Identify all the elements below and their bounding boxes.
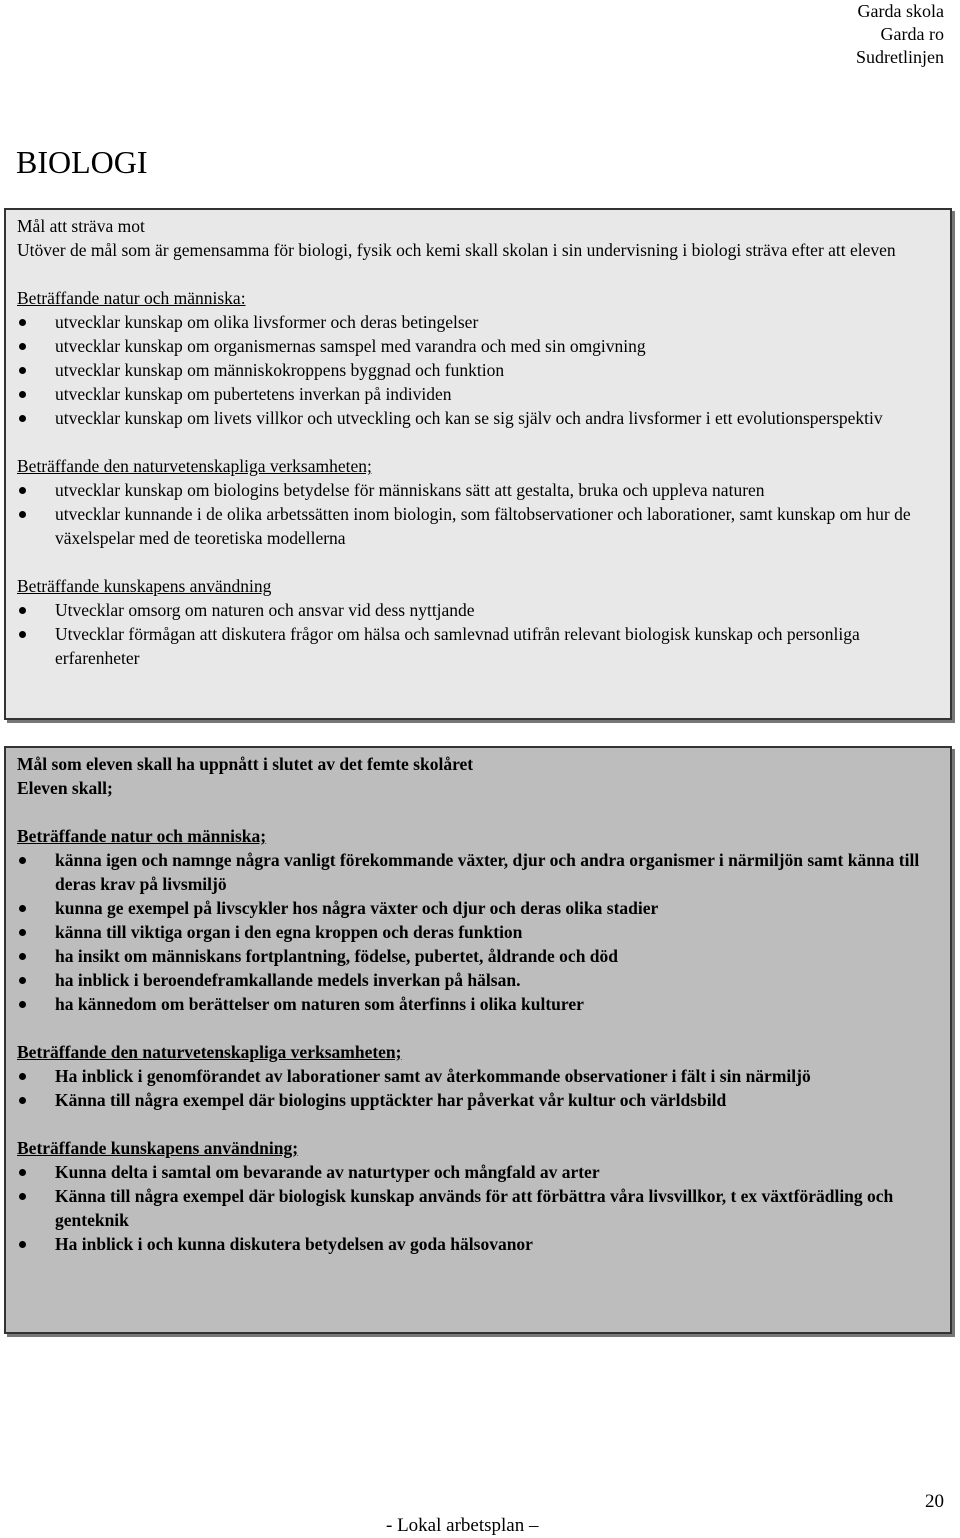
goals-to-strive-box [4, 208, 952, 720]
section-nature-and-human [17, 286, 940, 430]
section-heading: Beträffande den naturvetenskapliga verksamheten; [17, 456, 372, 476]
list-item: Ha inblick i genomförandet av laborationer samt av återkommande observationer i fält i sin närmiljö [17, 1064, 940, 1088]
list-item: Kunna delta i samtal om bevarande av naturtyper och mångfald av arter [17, 1160, 940, 1184]
school-name: Garda skola [857, 1, 944, 21]
section-heading: Beträffande kunskapens användning [17, 576, 272, 596]
program-name: Sudretlinjen [856, 47, 944, 67]
bullet-list [17, 1064, 940, 1112]
list-item: ha insikt om människans fortplantning, födelse, pubertet, åldrande och död [17, 944, 940, 968]
box-heading: Mål som eleven skall ha uppnått i slutet av det femte skolåret [17, 754, 474, 774]
list-item: Ha inblick i och kunna diskutera betydelsen av goda hälsovanor [17, 1232, 940, 1256]
box-heading: Mål att sträva mot [17, 216, 145, 236]
section-science-activity [17, 1040, 940, 1112]
page-title: BIOLOGI [16, 144, 148, 180]
list-item: ha inblick i beroendeframkallande medels inverkan på hälsan. [17, 968, 940, 992]
section-nature-and-human [17, 824, 940, 1016]
bullet-list [17, 310, 940, 430]
list-item: utvecklar kunnande i de olika arbetssätten inom biologin, som fältobservationer och laborationer, samt kunskap om hur de växelspelar med de teoretiska modellerna [17, 502, 940, 550]
list-item: utvecklar kunskap om pubertetens inverkan på individen [17, 382, 940, 406]
list-item: Känna till några exempel där biologins upptäckter har påverkat vår kultur och världsbild [17, 1088, 940, 1112]
section-knowledge-use [17, 574, 940, 670]
section-knowledge-use [17, 1136, 940, 1256]
list-item: Utvecklar omsorg om naturen och ansvar vid dess nyttjande [17, 598, 940, 622]
footer-text: - Lokal arbetsplan – [386, 1515, 539, 1536]
bullet-list [17, 478, 940, 550]
list-item: utvecklar kunskap om livets villkor och utveckling och kan se sig själv och andra livsformer i ett evolutionsperspektiv [17, 406, 940, 430]
list-item: utvecklar kunskap om biologins betydelse för människans sätt att gestalta, bruka och uppleva naturen [17, 478, 940, 502]
bullet-list [17, 1160, 940, 1256]
school-unit: Garda ro [880, 24, 944, 44]
list-item: utvecklar kunskap om olika livsformer och deras betingelser [17, 310, 940, 334]
section-heading: Beträffande den naturvetenskapliga verksamheten; [17, 1042, 402, 1062]
box-intro: Utöver de mål som är gemensamma för biologi, fysik och kemi skall skolan i sin undervisning i biologi sträva efter att eleven [17, 240, 896, 260]
section-heading: Beträffande natur och människa; [17, 826, 267, 846]
list-item: utvecklar kunskap om människokroppens byggnad och funktion [17, 358, 940, 382]
list-item: utvecklar kunskap om organismernas samspel med varandra och med sin omgivning [17, 334, 940, 358]
list-item: kunna ge exempel på livscykler hos några växter och djur och deras olika stadier [17, 896, 940, 920]
page-number: 20 [925, 1491, 944, 1512]
bullet-list [17, 598, 940, 670]
section-heading: Beträffande kunskapens användning; [17, 1138, 299, 1158]
bullet-list [17, 848, 940, 1016]
section-heading: Beträffande natur och människa: [17, 288, 246, 308]
list-item: Känna till några exempel där biologisk kunskap används för att förbättra våra livsvillkor, t ex växtförädling och genteknik [17, 1184, 940, 1232]
list-item: ha kännedom om berättelser om naturen som återfinns i olika kulturer [17, 992, 940, 1016]
list-item: känna till viktiga organ i den egna kroppen och deras funktion [17, 920, 940, 944]
list-item: känna igen och namnge några vanligt förekommande växter, djur och andra organismer i närmiljön samt känna till deras krav på livsmiljö [17, 848, 940, 896]
document-header [856, 0, 944, 69]
goals-to-achieve-box [4, 746, 952, 1334]
section-science-activity [17, 454, 940, 550]
list-item: Utvecklar förmågan att diskutera frågor om hälsa och samlevnad utifrån relevant biologisk kunskap och personliga erfarenheter [17, 622, 940, 670]
box-subheading: Eleven skall; [17, 778, 113, 798]
